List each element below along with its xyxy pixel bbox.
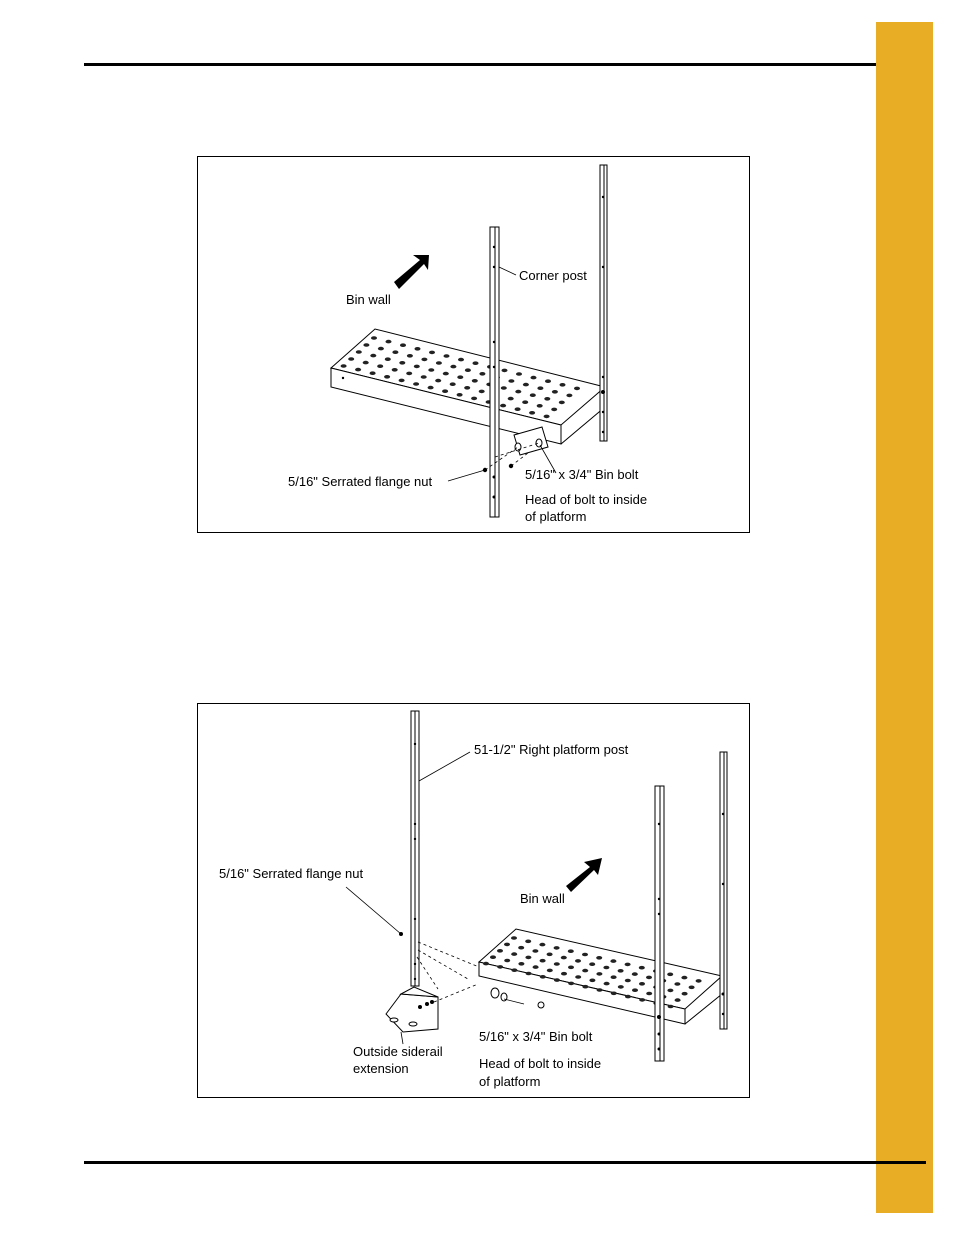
deck-hole	[384, 375, 390, 379]
deck-hole	[561, 972, 567, 976]
deck-hole	[504, 959, 510, 963]
deck-hole	[597, 988, 603, 992]
deck-hole	[575, 959, 581, 963]
leader-bin-bolt	[504, 999, 524, 1004]
deck-hole	[363, 343, 369, 347]
deck-hole	[399, 361, 405, 365]
label-head-of-bolt-line2: of platform	[479, 1074, 541, 1089]
deck-hole	[356, 350, 362, 354]
deck-hole	[465, 368, 471, 372]
bin-wall-arrow	[566, 858, 602, 892]
deck-hole	[611, 992, 617, 996]
deck-hole	[378, 347, 384, 351]
deck-hole	[540, 975, 546, 979]
deck-hole	[696, 979, 702, 983]
outside-siderail-extension	[386, 987, 438, 1032]
deck-hole	[531, 376, 537, 380]
deck-hole	[547, 969, 553, 973]
deck-hole	[547, 953, 553, 957]
deck-hole	[471, 397, 477, 401]
deck-hole	[508, 397, 514, 401]
deck-hole	[539, 943, 545, 947]
deck-hole	[526, 972, 532, 976]
deck-hole	[575, 975, 581, 979]
deck-hole	[625, 995, 631, 999]
leader-corner-post	[499, 267, 516, 275]
figure-1-illustration	[198, 157, 751, 534]
deck-hole	[668, 1005, 674, 1009]
deck-hole	[511, 952, 517, 956]
deck-hole	[582, 969, 588, 973]
deck-hole	[561, 956, 567, 960]
figure-corner-post-installation	[197, 156, 750, 533]
label-siderail-line2: extension	[353, 1061, 409, 1076]
deck-hole	[511, 968, 517, 972]
leader-flange-nut	[346, 887, 401, 934]
deck-hole	[532, 949, 538, 953]
bin-bolt-head	[491, 988, 499, 998]
deck-hole	[674, 982, 680, 986]
deck-hole	[508, 379, 514, 383]
deck-hole	[370, 371, 376, 375]
deck-hole	[611, 975, 617, 979]
deck-hole	[560, 383, 566, 387]
deck-hole	[522, 400, 528, 404]
deck-hole	[537, 386, 543, 390]
deck-hole	[582, 953, 588, 957]
deck-hole	[436, 361, 442, 365]
deck-hole	[589, 962, 595, 966]
leader-right-platform-post	[419, 752, 470, 781]
deck-hole	[568, 982, 574, 986]
deck-hole	[363, 361, 369, 365]
label-right-platform-post: 51-1/2" Right platform post	[474, 742, 629, 757]
deck-hole	[377, 364, 383, 368]
deck-hole	[443, 372, 449, 376]
label-flange-nut: 5/16" Serrated flange nut	[288, 474, 433, 489]
label-head-of-bolt-line1: Head of bolt to inside	[525, 492, 648, 507]
deck-hole	[525, 956, 531, 960]
deck-hole	[523, 383, 529, 387]
deck-hole	[646, 992, 652, 996]
deck-hole	[544, 397, 550, 401]
deck-hole	[625, 963, 631, 967]
deck-hole	[414, 365, 420, 369]
deck-hole	[385, 357, 391, 361]
label-bin-wall: Bin wall	[346, 292, 391, 307]
deck-hole	[429, 351, 435, 355]
deck-hole	[515, 390, 521, 394]
bin-wall-arrow	[394, 255, 429, 289]
deck-hole	[574, 387, 580, 391]
deck-hole	[341, 364, 347, 368]
deck-hole	[639, 966, 645, 970]
deck-hole	[589, 979, 595, 983]
label-corner-post: Corner post	[519, 268, 587, 283]
label-head-of-bolt-line2: of platform	[525, 509, 587, 524]
deck-hole	[450, 382, 456, 386]
deck-hole	[533, 965, 539, 969]
deck-hole	[618, 969, 624, 973]
deck-hole	[348, 357, 354, 361]
deck-hole	[450, 365, 456, 369]
deck-hole	[568, 966, 574, 970]
deck-hole	[355, 368, 361, 372]
deck-hole	[386, 340, 392, 344]
deck-hole	[632, 988, 638, 992]
deck-hole	[596, 972, 602, 976]
deck-hole	[421, 375, 427, 379]
deck-hole	[604, 982, 610, 986]
deck-hole	[632, 972, 638, 976]
deck-hole	[504, 943, 510, 947]
deck-hole	[407, 354, 413, 358]
deck-hole	[457, 375, 463, 379]
deck-hole	[554, 978, 560, 982]
deck-hole	[529, 411, 535, 415]
deck-hole	[458, 358, 464, 362]
deck-hole	[428, 368, 434, 372]
deck-hole	[603, 966, 609, 970]
deck-hole	[667, 989, 673, 993]
deck-hole	[428, 386, 434, 390]
deck-hole	[682, 992, 688, 996]
deck-hole	[501, 386, 507, 390]
deck-hole	[559, 401, 565, 405]
figure-right-platform-post-installation	[197, 703, 750, 1098]
deck-hole	[490, 955, 496, 959]
deck-hole	[415, 347, 421, 351]
deck-hole	[545, 379, 551, 383]
deck-hole	[544, 415, 550, 419]
deck-hole	[497, 965, 503, 969]
deck-hole	[497, 949, 503, 953]
deck-hole	[421, 358, 427, 362]
deck-hole	[392, 350, 398, 354]
label-bin-bolt: 5/16" x 3/4" Bin bolt	[525, 467, 639, 482]
deck-hole	[502, 369, 508, 373]
section-side-tab	[876, 22, 933, 1213]
label-head-of-bolt-line1: Head of bolt to inside	[479, 1056, 602, 1071]
deck-hole	[596, 956, 602, 960]
deck-hole	[400, 343, 406, 347]
leader-flange-nut	[448, 470, 485, 481]
deck-hole	[540, 959, 546, 963]
deck-hole	[511, 936, 517, 940]
bottom-rule	[84, 1161, 926, 1164]
deck-hole	[500, 404, 506, 408]
top-rule	[84, 63, 926, 66]
deck-hole	[457, 393, 463, 397]
deck-hole	[371, 336, 377, 340]
deck-hole	[582, 985, 588, 989]
deck-hole	[518, 962, 524, 966]
deck-hole	[473, 361, 479, 365]
deck-hole	[518, 946, 524, 950]
deck-hole	[399, 379, 405, 383]
deck-hole	[667, 973, 673, 977]
deck-hole	[554, 962, 560, 966]
deck-hole	[435, 379, 441, 383]
label-bin-bolt: 5/16" x 3/4" Bin bolt	[479, 1029, 593, 1044]
deck-hole	[554, 946, 560, 950]
label-flange-nut: 5/16" Serrated flange nut	[219, 866, 364, 881]
deck-hole	[681, 976, 687, 980]
deck-hole	[689, 986, 695, 990]
deck-hole	[479, 390, 485, 394]
deck-hole	[551, 408, 557, 412]
deck-hole	[370, 354, 376, 358]
deck-hole	[639, 998, 645, 1002]
deck-hole	[464, 386, 470, 390]
label-siderail-line1: Outside siderail	[353, 1044, 443, 1059]
deck-hole	[413, 382, 419, 386]
deck-hole	[479, 372, 485, 376]
deck-hole	[566, 394, 572, 398]
deck-hole	[537, 404, 543, 408]
deck-hole	[552, 390, 558, 394]
deck-hole	[568, 949, 574, 953]
deck-hole	[444, 354, 450, 358]
deck-hole	[406, 372, 412, 376]
deck-hole	[625, 979, 631, 983]
deck-hole	[472, 379, 478, 383]
deck-hole	[483, 962, 489, 966]
deck-hole	[516, 372, 522, 376]
deck-hole	[392, 368, 398, 372]
figure-2-illustration	[198, 704, 751, 1099]
deck-hole	[525, 940, 531, 944]
deck-hole	[675, 998, 681, 1002]
label-bin-wall: Bin wall	[520, 891, 565, 906]
deck-hole	[515, 407, 521, 411]
deck-hole	[442, 389, 448, 393]
deck-hole	[646, 976, 652, 980]
deck-hole	[639, 982, 645, 986]
deck-hole	[618, 985, 624, 989]
deck-hole	[610, 959, 616, 963]
deck-hole	[530, 393, 536, 397]
